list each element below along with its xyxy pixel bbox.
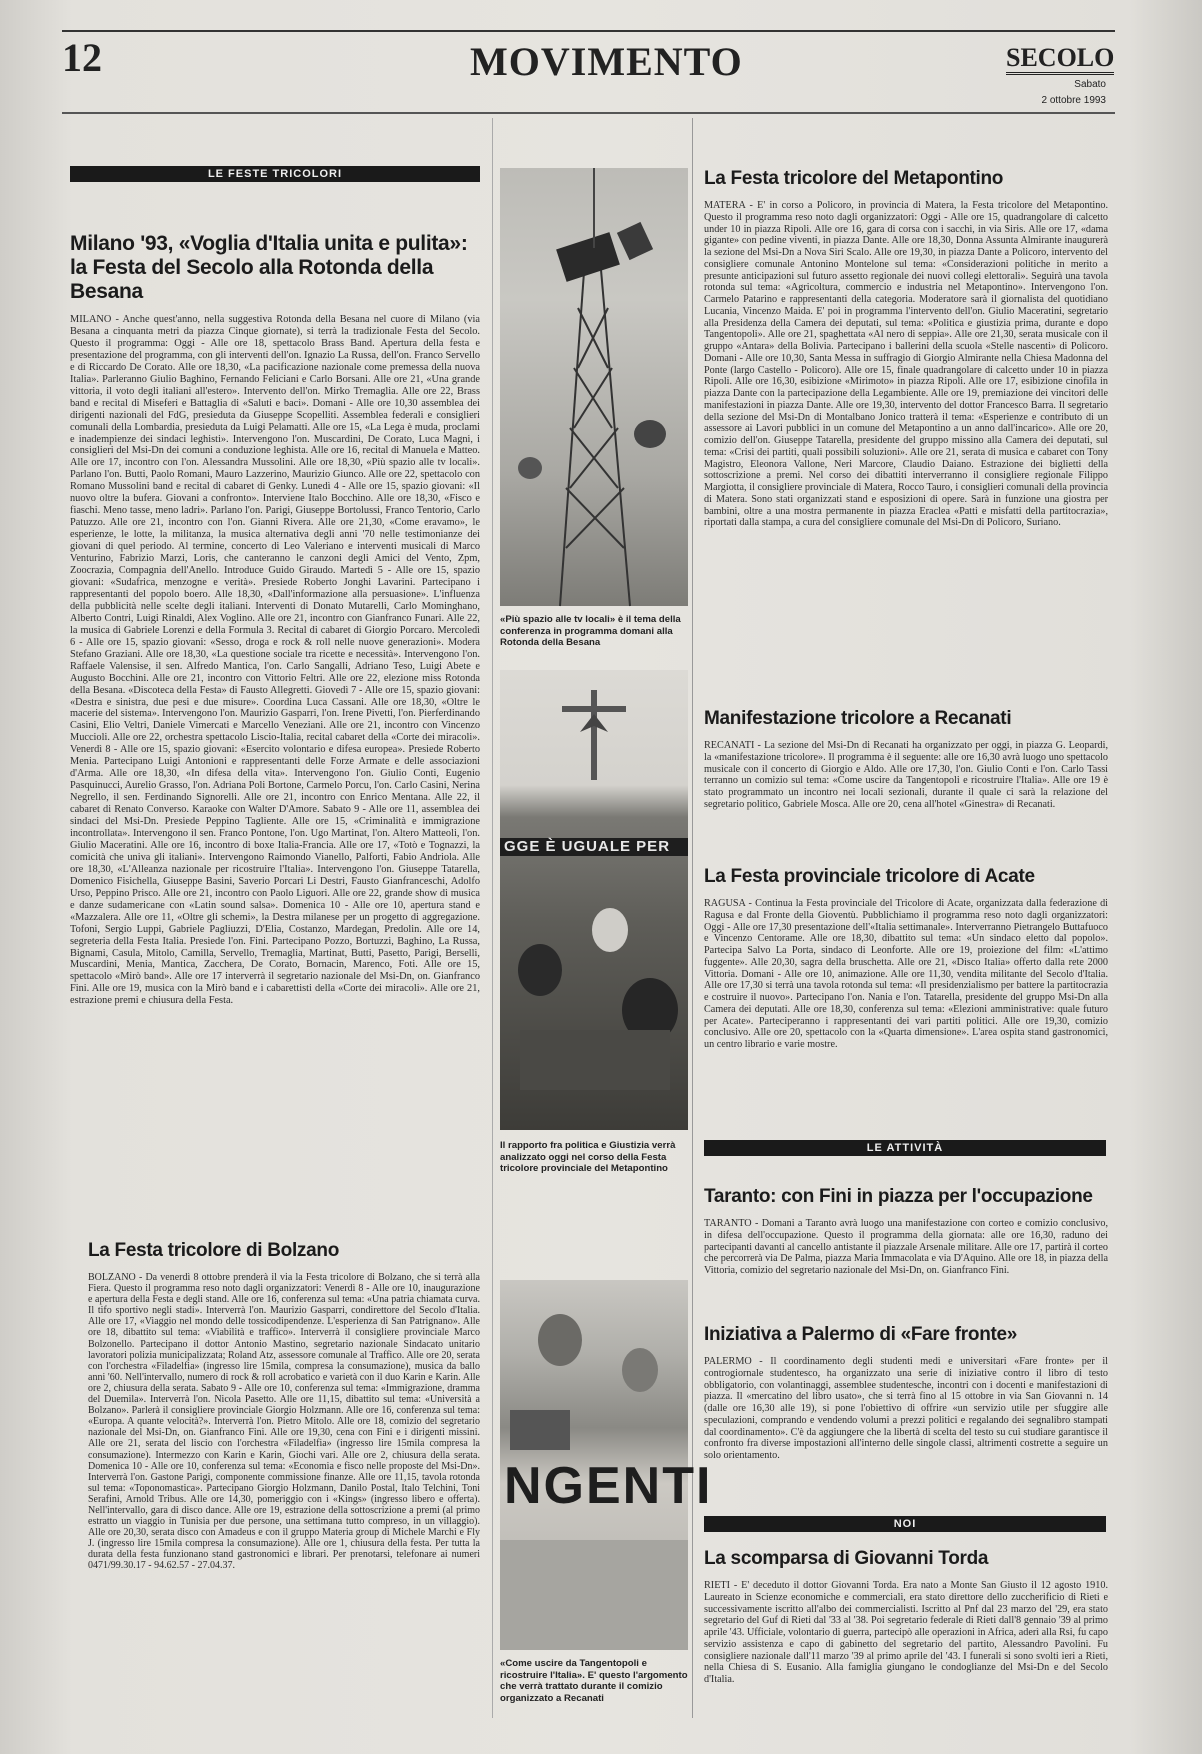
photo-caption-1: «Più spazio alle tv locali» è il tema della conferenza in programma domani alla Rotonda della Besana <box>500 614 681 648</box>
main-article <box>70 166 480 1246</box>
main-headline-line-2: la Festa del Secolo alla Rotonda della Besana <box>70 256 434 303</box>
issue-day: Sabato <box>1074 79 1106 90</box>
section-label-noi: NOI <box>704 1516 1106 1532</box>
courtroom-sign: GGE È UGUALE PER <box>504 838 671 855</box>
torda-headline: La scomparsa di Giovanni Torda <box>704 1548 989 1569</box>
taranto-body: TARANTO - Domani a Taranto avrà luogo una manifestazione con corteo e comizio conclusivo, in difesa dell'occupazione. Questo il programma della giornata: alle ore 16,30, raduno dei partecipanti davanti al cancello antistante il piazzale Arsenale militare. Alle ore 17, partirà il corteo che percorrerà via De Palma, piazza Maria Immacolata e via D'Aquino. Alle ore 18, in piazza della Vittoria, comizio del segretario nazionale del Msi-Dn, on. Gianfranco Fini. <box>704 1218 1108 1276</box>
photo-caption-3: «Come uscire da Tangentopoli e ricostruire l'Italia». E' questo l'argomento che verrà trattato durante il comizio organizzato a Recanati <box>500 1658 688 1704</box>
metapontino-article <box>704 168 1108 716</box>
attivita-label-wrap <box>704 1140 1106 1158</box>
header-rule-top <box>62 30 1115 32</box>
section-label-feste: LE FESTE TRICOLORI <box>70 166 480 182</box>
issue-date: 2 ottobre 1993 <box>1041 95 1106 106</box>
tv-tower-image <box>500 168 688 606</box>
masthead <box>1006 43 1115 107</box>
palermo-body: PALERMO - Il coordinamento degli studenti medi e universitari «Fare fronte» per il controgiornale studentesco, ha organizzato una serie di iniziative contro il libro di testo obbligatorio, con volantinaggi, assemblee studentesche, incontri con i docenti e manifestazioni di piazza. Il «mercatino del libro usato», che si terrà fino al 15 ottobre in via San Giovanni n. 14 (dalle ore 16,30 alle 19), si pone l'obiettivo di offrire «un servizio utile per sfuggire alle speculazioni, comprando e vendendo volumi a prezzi politici e regalando dei segnalibro stampati dal coordinamento». C'è da aggiungere che la libertà di scelta del testo su cui studiare garantisce il confronto fra diverse impostazioni all'interno delle singole classi, altrimenti costrette a seguire un solo orientamento. <box>704 1356 1108 1461</box>
rally-banner: NGENTI <box>504 1457 713 1515</box>
bolzano-body: BOLZANO - Da venerdì 8 ottobre prenderà il via la Festa tricolore di Bolzano, che si terrà alla Fiera. Questo il programma reso noto dagli organizzatori: Venerdì 8 - Alle ore 10, inaugurazione e apertura della Festa e degli stand. Alle ore 16, conferenza sul tema: «Una patria chiamata curva. Il tifo sportivo negli stadi». Interverrà l'on. Maurizio Gasparri, condirettore del Secolo d'Italia. Alle ore 17, «Viaggio nel mondo delle tossicodipendenze. L'esperienza di San Patrignano». Alle ore 18, dibattito sul tema: «Viabilità e traffico». Interverrà il consigliere provinciale Marco Bolzonello. Partecipano il dottor Antonio Mastino, segretario nazionale Sindacato unitario lavoratori polizia municipalizzata; Roland Atz, assessore comunale al Traffico. Alle ore 20, serata con l'orchestra «Filadelfia» (ingresso lire 15mila, compresa la consumazione), musica da ballo anni '60. Nell'intervallo, numero di rock & roll acrobatico e varietà con il duo Karin e Karin. Alle ore 2, chiusura della serata. Sabato 9 - Alle ore 10, conferenza sul tema: «Immigrazione, dramma del Duemila». Interverrà l'on. Nicola Pasetto. Alle ore 11,15, dibattito sul tema: «Università a Bolzano». Parlerà il consigliere provinciale Giorgio Holzmann. Alle ore 16, conferenza sul tema: «Europa. A quante velocità?». Interverrà l'on. Pietro Mitolo. Alle ore 18, comizio del segretario nazionale del Msi-Dn, on. Gianfranco Fini. Alle ore 19,30, cena con Fini e i dirigenti missini. Alle ore 21, serata del liscio con l'orchestra «Filadelfia» (ingresso lire 15mila compresa la consumazione). Intermezzo con Karin e Karin, Giochi vari. Alle ore 2, chiusura della serata. Domenica 10 - Alle ore 10, conferenza sul tema: «Economia e fisco nelle proposte del Msi-Dn». Interverrà l'on. Gastone Parigi, componente commissione finanze. Alle ore 11,15, tavola rotonda sul tema: «Toponomastica». Partecipano Giorgio Holzmann, Danilo Postal, Italo Telchini, Toni Serafini, Arnold Tribus. Alle ore 14,30, pomeriggio con i «Kings» (ingresso libero e offerta). Nell'intervallo, gara di disco dance. Alle ore 19, estrazione della sottoscrizione a premi (al primo estratto un viaggio in Tunisia per due persone, una settimana tutto compreso, in un villaggio). Alle ore 20,30, serata disco con Amadeus e con il gruppo Materia group di Michele Marchi e Fly J. (ingresso lire 15mila compresa la consumazione). Alle ore 1, chiusura della festa. Per tutta la durata della festa funzionano stand gastronomici e librari. Per prenotarsi, telefonare ai numeri 0471/99.30.17 - 94.62.57 - 27.04.37. <box>88 1272 480 1572</box>
palermo-article <box>704 1324 1108 1506</box>
photo-rally <box>500 1280 713 1650</box>
column-rule-left <box>492 118 493 1718</box>
main-article-body: MILANO - Anche quest'anno, nella suggestiva Rotonda della Besana nel cuore di Milano (via Besana a cinquanta metri da piazza Cinque giornate), si terrà la tradizionale Festa del Secolo. Questo il programma: Oggi - Alle ore 18, spettacolo Brass Band. Apertura della festa e presentazione del programma, con gli interventi dell'on. Ignazio La Russa, dell'on. Franco Servello e di Riccardo De Corato. Alle ore 18,30, «La pacificazione nazionale come premessa della nuova Italia». Parleranno Giulio Baghino, Fernando Feliciani e Carlo Borsani. Alle ore 21, «Una grande vittoria, il voto degli italiani all'estero». Intervento dell'on. Mirko Tremaglia. Alle ore 22, Brass band e recital di Miseferi e Battaglia di «Saluti e baci». Domani - Alle ore 10,30 assemblea dei dirigenti nazionali del FdG, presieduta da Giuseppe Scopelliti. Assemblea federali e consiglieri comunali della Lombardia, presieduta da Luigi Pelamatti. Alle ore 15, «La Lega è muda, proclami e inadempienze dei sindaci leghisti». Intervengono l'on. Muscardini, De Corato, Luca Magni, i consiglieri del Msi-Dn dei comuni a conduzione leghista. Alle ore 16, recital di Manuela e Matteo. Alle ore 17, incontro con l'on. Alessandra Mussolini. Alle ore 18,30, «Più spazio alle tv locali». Parlano l'on. Butti, Paolo Romani, Mauro Lazzerino, Maurizio Giunco. Alle ore 22, spettacolo con Romano Mussolini band e recital di cabaret di Genky. Lunedì 4 - Alle ore 15, spazio giovani: «Il nuovo oltre la bufera. Giovani a confronto». Interviene Italo Bocchino. Alle ore 18,30, «Fisco e fiaschi. Meno tasse, meno ladri». Parlano l'on. Parigi, Giuseppe Bortolussi, Franco Tentorio, Carlo Patuzzo. Alle ore 21, incontro con l'on. Gianni Rivera. Alle ore 21,30, «Come eravamo», le esperienze, le lotte, la militanza, la musica alternativa degli anni '70 nelle testimonianze dei giovani di quel periodo. Al termine, concerto di Leo Valeriano e interventi musicali di Marco Venturino, Fabrizio Marzi, Loris, che canteranno le canzoni degli Amici del Vento, Zpm, Zoocrazia, Compagnia dell'Anello. Introduce Guido Giraudo. Martedì 5 - Alle ore 15, spazio giovani: «Sudafrica, menzogne e verità». Presiede Roberto Jonghi Lavarini. Partecipano i rappresentanti del popolo boero. Alle 18,30, «Dall'informazione alla persuasione». L'influenza della pubblicità nelle scelte degli italiani. Interventi di Donato Mutarelli, Carlo Mominghano, Alberto Contri, Luigi Rinaldi, Alex Voglino. Alle ore 21, incontro con Gianfranco Funari. Alle 22, la musica di Gabriele Lorenzi e della Formula 3. Recital di cabaret di Giorgio Porcaro. Mercoledì 6 - Alle ore 15, spazio giovani: «Sesso, droga e rock & roll nelle nuove generazioni». Modera Stefano Graziani. Alle ore 18,30, «La questione sociale tra ricette e necessità». Intervengono l'on. Raffaele Valensise, il sen. Alfredo Mantica, l'on. Carlo Sangalli, Adriano Teso, Luigi Abete e Augusto Bocchini. Alle ore 21, incontro con Vittorio Feltri. Alle ore 22, elezione miss Rotonda della Besana. «Discoteca della Festa» di Fausto Allegretti. Giovedì 7 - Alle ore 15, spazio giovani: «Destra e sinistra, due pesi e due misure». Coordina Luca Cassani. Alle ore 18,30, «Oltre le macerie del sistema». Intervengono l'on. Maurizio Gasparri, l'on. Irene Pivetti, l'on. Pierferdinando Casini, Elio Veltri, Daniele Vimercati e Marcello Veneziani. Alle ore 21, incontro con Vincenzo Muccioli. Alle ore 22, orchestra spettacolo Liscio-Italia, recital cabaret della «Corte dei miracoli». Venerdì 8 - Alle ore 15, spazio giovani: «Esercito volontario e difesa europea». Presiede Roberto Menia. Partecipano Luigi Antonioni e rappresentanti delle Forze Armate e delle associazioni d'Arma. Alle ore 18,30, «In difesa della vita». Intervengono l'on. Giulio Conti, Eugenio Pasquinucci, Aurelio Grasso, l'on. Adriana Poli Bortone, Carmelo Porcu, l'on. Carlo Casini, Nerina Negrello, il sen. Ferdinando Signorelli. Alle ore 21, incontro con Enrico Mentana. Alle 22, il cabaret di Renato Converso. Karaoke con Walter D'Amore. Sabato 9 - Alle ore 11, assemblea dei sindaci del Msi-Dn. Presiede Peppino Tagliente. Alle ore 15, «Criminalità e immigrazione incontrollata». Intervengono il sen. Franco Pontone, l'on. Ugo Martinat, l'on. Altero Matteoli, l'on. Giulio Maceratini. Alle ore 16, incontro di boxe Italia-Francia. Alle ore 17, «Totò e Tognazzi, la comicità che univa gli italiani». Intervengono Raimondo Vianello, Palforti, Fabio Andriola. Alle ore 18,30, «L'Alleanza nazionale per ricostruire l'Italia». Intervengono l'on. Giuseppe Tatarella, Domenico Fisichella, Giuseppe Basini, Saverio Porcari Li Destri, Fausto Gianfranceschi, Adolfo Urso, Peppino Prisco. Alle ore 21, incontro con Paolo Liguori. Alle ore 22, grande show di musica e danze sudamericane con «Latin sound salsa». Domenica 10 - Alle ore 10, apertura stand e «Mazzalera. Alle ore 11, «Oltre gli schemi», la Destra milanese per un progetto di aggregazione. Tofoni, Sergio Luppi, Gabriele Pagliuzzi, D'Elia, Costanzo, Mardegan, Predolin. Alle ore 14, segreteria della Festa Italia. Presiede l'on. Fini. Partecipano Pozzo, Bortuzzi, Baghino, La Russa, Bignami, Casula, Mitolo, Camilla, Servello, Tremaglia, Martinat, Butti, Pasetto, Parigi, Berselli, Muscardini, Menia, Mantica, Zacchera, De Corato, Bornacin, Marenco, Foti. Alle ore 15, spettacolo «Mirò band». Alle ore 17 interverrà il segretario nazionale del Msi-Dn, on. Gianfranco Fini. Alle ore 19, musica con la Mirò band e i cabarettisti della «Corte dei miracoli». Alle ore 21, estrazione premi e chiusura della Festa. <box>70 314 480 1007</box>
torda-body: RIETI - E' deceduto il dottor Giovanni Torda. Era nato a Monte San Giusto il 12 agosto 1910. Laureato in Scienze economiche e commerciali, era stato direttore dello zuccherificio di Rieti e successivamente iscritto all'albo dei commercialisti. Iscritto al Pnf dal 23 marzo del '29, era stato segretario del Guf di Rieti dal '33 al '38. Poi segretario federale di Rieti dall'8 gennaio '39 al primo aprile '43. Ufficiale, volontario di guerra, partecipò alle operazioni in Africa, aderì alla Rsi, fu capo servizio assistenza e capo di gabinetto del segretario del partito, Alessandro Pavolini. Fu consigliere nazionale dall'11 marzo '39 al primo aprile del '43. I funerali si sono svolti ieri a Rieti, nella Chiesa di S. Eusanio. Alla famiglia giungano le condoglianze del Msi-Dn e del Secolo d'Italia. <box>704 1580 1108 1685</box>
metapontino-body: MATERA - E' in corso a Policoro, in provincia di Matera, la Festa tricolore del Metapontino. Questo il programma reso noto dagli organizzatori: Oggi - Alle ore 15, quadrangolare di calcetto under 10 in piazza Ripoli. Alle ore 16, gara di corsa con i sacchi, in via Siris. Alle ore 17, «dama gigante» con pedine viventi, in piazza Dante. Alle ore 18,30, Donna Assunta Almirante inaugurerà la sezione del Msi-Dn a Nova Siri Scalo. Alle ore 19,30, in piazza Dante a Policoro, intervento del consigliere comunale Antonino Montelone sul tema: «Considerazioni politiche in merito a presunte anticipazioni sul futuro assetto regionale dei nuovi collegi elettorali». Seguirà una tavola rotonda sul tema: «Agricoltura, commercio e industria nel Metapontino». Intervengono l'on. Carmelo Patarino e rappresentanti della categoria. Moderatore sarà il giornalista del quotidiano Lucania, Vincenzo Maida. E' poi in programma l'intervento dell'on. Giulio Maceratini, segretario alla Presidenza della Camera dei deputati, sul tema: «Politica e giustizia prima, durante e dopo Tangentopoli». Alle ore 21, spaghettata «Al nero di seppia». Alle ore 21,30, serata musicale con il gruppo «Antara» della Bolivia. Partecipano i ballerini della scuola «Stelle nascenti» di Policoro. Domani - Alle ore 10,30, Santa Messa in suffragio di Giorgio Almirante nella Chiesa Madonna del Ponte (largo Castello - Policoro). Alle ore 15, finale quadrangolare di calcetto under 10 in piazza Ripoli. Alle ore 16,30, esibizione «Mirimoto» in piazza Ripoli. Alle ore 17, esibizione cinofila in piazza Dante con la partecipazione della Legambiente. Alle ore 19, premiazione dei vincitori delle manifestazioni in piazza Dante. Alle ore 19,30, intervento del dottor Francesco Barra. Il segretario della sezione del Msi-Dn di Montalbano Jonico tratterà il tema: «Esperienze e contributo di un assessore ai Lavori pubblici in un comune del Metapontino a un anno dall'incarico». Alle ore 20, comizio dell'on. Giuseppe Tatarella, presidente del gruppo missino alla Camera dei deputati, sul tema: «Crisi dei partiti, quali possibili soluzioni». Alle ore 21, serata di musica e cabaret con Tony Magistro, Eleonora Vallone, Neri Marcore, Claudio Daiano. Estrazione dei biglietti della sottoscrizione a premi. Nel corso dei dibattiti interverranno il consigliere regionale Filippo Margiotta, il consigliere provinciale di Matera, Rocco Tauro, i consiglieri comunali della provincia di Matera. Sono stati organizzati stand e esposizioni di opere. Sarà in funzione una giostra per bambini, oltre a una mostra permanente in piazza Eraclea «Patti e misfatti della partitocrazia», riportati dalla stampa, a cura del consigliere comunale del Msi-Dn di Policoro, Suriano. <box>704 200 1108 529</box>
section-label-attivita: LE ATTIVITÀ <box>704 1140 1106 1156</box>
bolzano-headline: La Festa tricolore di Bolzano <box>88 1240 340 1261</box>
header-rule-bottom <box>62 112 1115 114</box>
recanati-article <box>704 708 1108 842</box>
acate-headline: La Festa provinciale tricolore di Acate <box>704 866 1035 887</box>
torda-article <box>704 1548 1108 1734</box>
metapontino-headline: La Festa tricolore del Metapontino <box>704 168 1004 189</box>
main-headline-line-1: Milano '93, «Voglia d'Italia unita e pulita»: <box>70 232 468 255</box>
palermo-headline: Iniziativa a Palermo di «Fare fronte» <box>704 1324 1018 1345</box>
recanati-body: RECANATI - La sezione del Msi-Dn di Recanati ha organizzato per oggi, in piazza G. Leopardi, la «manifestazione tricolore». Il programma è il seguente: alle ore 16,30 avrà luogo uno spettacolo musicale con il concerto di Giorgio e Aldo. Alle ore 17,30, l'on. Giulio Conti e l'on. Carlo Tassi terranno un comizio sul tema: «Come uscire da Tangentopoli e ricostruire l'Italia». Alle ore 19 è stato programmato un incontro nei locali sezionali, durante il quale ci sarà la relazione del segretario politico, Gabriele Mosca. Alle ore 20, cena all'hotel «Ginestra» di Recanati. <box>704 740 1108 810</box>
section-title: MOVIMENTO <box>470 39 743 84</box>
taranto-headline: Taranto: con Fini in piazza per l'occupazione <box>704 1186 1093 1207</box>
page-number: 12 <box>62 35 102 80</box>
newspaper-logo: SECOLO <box>1006 44 1114 75</box>
photo-tv-tower <box>500 168 688 606</box>
bolzano-article <box>88 1240 480 1712</box>
photo-caption-2: Il rapporto fra politica e Giustizia verrà analizzato oggi nel corso della Festa tricolore provinciale del Metapontino <box>500 1140 676 1174</box>
taranto-article <box>704 1186 1108 1310</box>
acate-body: RAGUSA - Continua la Festa provinciale del Tricolore di Acate, organizzata dalla federazione di Ragusa e dal Fronte della Gioventù. Pubblichiamo il programma reso noto dagli organizzatori: Oggi - Alle ore 17,30 presentazione dell'«Italia settimanale». Interverranno Pietrangelo Buttafuoco e Vincenzo Centorame. Alle ore 18,30, dibattito sul tema: «Un sindaco eletto dal popolo». Partecipa Salvo La Porta, sindaco di Leonforte. Alle ore 19, proiezione del film: «L'attimo fuggente». Alle 20,30, sagra della bruschetta. Alle ore 21, «Disco Italia» offerto dalla rete 2000 Vittoria. Domani - Alle ore 10, animazione. Alle ore 11,30, vendita militante del Secolo d'Italia. Alle ore 17,30 si terrà una tavola rotonda sul tema: «Il presidenzialismo per battere la partitocrazia e costruire il nuovo». Partecipano l'on. Nania e l'on. Tatarella, presidente del gruppo Msi-Dn alla Camera dei deputati. Alle ore 18,30, conferenza sul tema: «Elezioni amministrative: quale futuro per Acate». Parteciperanno i rappresentanti dei vari partiti politici. Alle ore 19,30, comizio conclusivo. Alle ore 20, spettacolo con la «Quarta dimensione». L'area ospita stand gastronomici, un centro librario e varie mostre. <box>704 898 1108 1050</box>
noi-label-wrap <box>704 1516 1106 1534</box>
courtroom-image <box>500 670 688 1130</box>
recanati-headline: Manifestazione tricolore a Recanati <box>704 708 1012 729</box>
photo-courtroom <box>500 670 688 1130</box>
acate-article <box>704 866 1108 1106</box>
